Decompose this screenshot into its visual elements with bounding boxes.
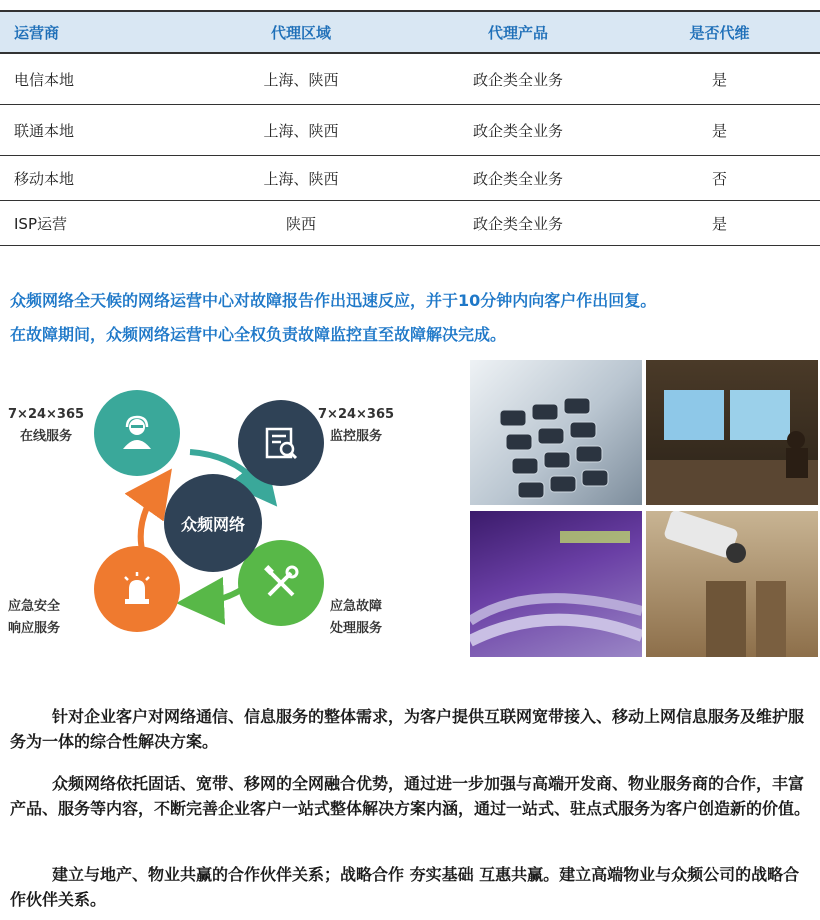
- header-maintenance: 是否代维: [619, 11, 820, 53]
- cell-product: 政企类全业务: [417, 201, 619, 246]
- header-region: 代理区域: [185, 11, 417, 53]
- online-service-circle: [94, 390, 180, 476]
- telephone-keypad-photo: [470, 360, 642, 505]
- cell-maintenance: 是: [619, 105, 820, 156]
- cell-operator: 移动本地: [0, 156, 185, 201]
- cell-maintenance: 是: [619, 53, 820, 105]
- header-product: 代理产品: [417, 11, 619, 53]
- table-header-row: [0, 11, 820, 53]
- cell-maintenance: 否: [619, 156, 820, 201]
- highlight-line-2: 在故障期间，众频网络运营中心全权负责故障监控直至故障解决完成。: [10, 325, 507, 344]
- fault-repair-line2: 处理服务: [330, 621, 383, 636]
- header-operator: 运营商: [0, 11, 185, 53]
- paragraph-partnership: 建立与地产、物业共赢的合作伙伴关系；战略合作 夯实基础 互惠共赢。建立高端物业与众频公司的战略合作伙伴关系。: [10, 865, 800, 909]
- service-cycle-diagram: [0, 360, 460, 660]
- fault-repair-line1: 应急故障: [330, 599, 383, 614]
- center-circle: [164, 474, 262, 572]
- emergency-response-circle: [94, 546, 180, 632]
- table-row: [0, 156, 820, 201]
- online-service-name: 在线服务: [20, 429, 73, 444]
- monitor-service-hours: 7×24×365: [318, 407, 395, 422]
- table-row: [0, 201, 820, 246]
- monitor-service-circle: [238, 400, 324, 486]
- cell-region: 上海、陕西: [185, 105, 417, 156]
- paragraph-solution: 针对企业客户对网络通信、信息服务的整体需求，为客户提供互联网宽带接入、移动上网信息服务及维护服务为一体的综合性解决方案。: [10, 707, 805, 751]
- cell-product: 政企类全业务: [417, 53, 619, 105]
- monitor-service-name: 监控服务: [330, 429, 383, 444]
- tools-icon: [261, 563, 301, 603]
- security-camera-photo: [646, 511, 818, 657]
- table-row: [0, 53, 820, 105]
- network-cable-photo: [470, 511, 642, 657]
- agency-table: [0, 10, 820, 246]
- cell-maintenance: 是: [619, 201, 820, 246]
- video-conference-photo: [646, 360, 818, 505]
- highlight-line-1: 众频网络全天候的网络运营中心对故障报告作出迅速反应，并于10分钟内向客户作出回复。: [10, 291, 657, 310]
- support-agent-icon: [117, 413, 157, 453]
- cell-region: 上海、陕西: [185, 156, 417, 201]
- online-service-label: [8, 404, 84, 448]
- alarm-light-icon: [117, 569, 157, 609]
- cell-region: 陕西: [185, 201, 417, 246]
- monitor-service-label: [318, 404, 394, 448]
- online-service-hours: 7×24×365: [8, 407, 85, 422]
- monitor-report-icon: [261, 423, 301, 463]
- paragraph-advantage: 众频网络依托固话、宽带、移网的全网融合优势，通过进一步加强与高端开发商、物业服务商的合作，丰富产品、服务等内容，不断完善企业客户一站式整体解决方案内涵，通过一站式、驻点式服务为客户创造新的价值。: [10, 774, 811, 818]
- cell-product: 政企类全业务: [417, 156, 619, 201]
- emergency-response-line2: 响应服务: [8, 621, 61, 636]
- fault-repair-label: [330, 596, 382, 640]
- cell-operator: 联通本地: [0, 105, 185, 156]
- cell-product: 政企类全业务: [417, 105, 619, 156]
- cell-region: 上海、陕西: [185, 53, 417, 105]
- emergency-response-label: [8, 596, 60, 640]
- center-label: 众频网络: [180, 514, 245, 534]
- emergency-response-line1: 应急安全: [8, 599, 61, 614]
- table-row: [0, 105, 820, 156]
- cell-operator: 电信本地: [0, 53, 185, 105]
- cell-operator: ISP运营: [0, 201, 185, 246]
